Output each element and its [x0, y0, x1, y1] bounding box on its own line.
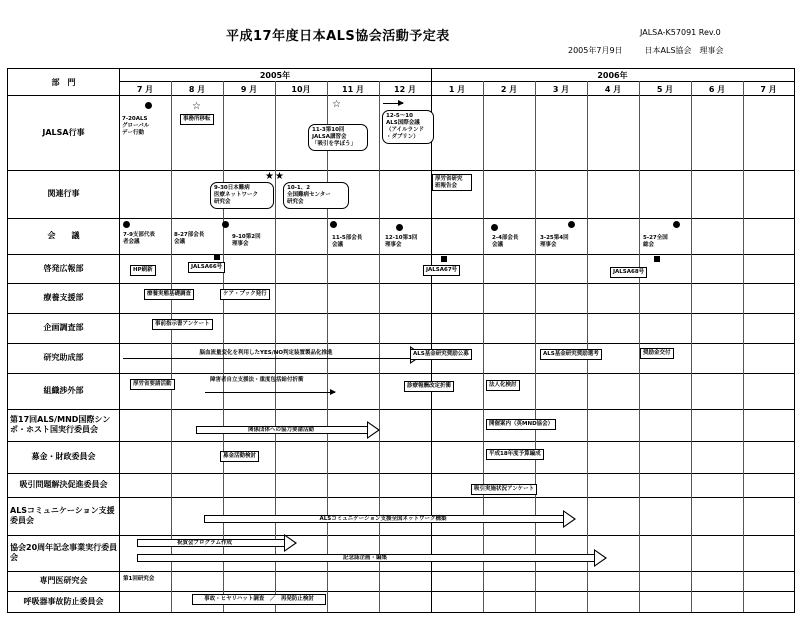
row-line: [8, 313, 794, 314]
liaison-fee-revision: 診療報酬改定折衝: [404, 381, 454, 392]
planning-advance-directive-survey: 事前指示書アンケート: [152, 319, 213, 330]
symposium-coop-request: 関係団体への協力要請活動: [247, 427, 314, 433]
event-als-global-day: 7-20ALS グローバル デー行動: [122, 116, 150, 136]
month-header: 2 月: [500, 85, 518, 94]
research-yesno-device: 脳血流量変化を利用したYES/NO判定装置製品化推進: [199, 350, 333, 356]
suction-status-survey: 吸引実施状況アンケート: [471, 484, 537, 495]
label-divider: [119, 69, 120, 612]
communication-network-build: ALSコミュニケーション支援全国ネットワーク構築: [319, 516, 447, 522]
month-divider: [587, 81, 588, 612]
month-divider: [379, 81, 380, 612]
row-line: [8, 373, 794, 374]
row-line: [8, 497, 794, 498]
row-line: [8, 473, 794, 474]
row-line: [8, 95, 794, 96]
event-jalsa-seminar: 11-3第10回 JALSA講習会 「吸引を学ぼう」: [308, 124, 368, 151]
meeting-marker-dot: [330, 221, 337, 228]
month-header: 11 月: [342, 85, 364, 94]
month-divider: [743, 81, 744, 612]
liaison-incorporation: 法人化検討: [486, 380, 520, 391]
row-line: [8, 535, 794, 536]
research-fund-call: ALS基金研究奨励公募: [410, 349, 472, 360]
meeting-marker-dot: [568, 221, 575, 228]
row-line: [8, 170, 794, 171]
row-label-jalsa-events: JALSA行事: [42, 127, 85, 137]
month-header: 6 月: [708, 85, 726, 94]
row-label-pr-dept: 啓発広報部: [43, 263, 84, 273]
row-label-planning-dept: 企画調査部: [43, 323, 84, 332]
liaison-mhlw-petition: 厚労省要請活動: [130, 379, 175, 390]
issue-marker: [654, 256, 660, 262]
research-grant-award: 奨励金交付: [640, 348, 674, 359]
month-divider: [691, 81, 692, 612]
communication-network-arrow: [204, 512, 576, 526]
star-icon: ☆: [332, 99, 341, 110]
row-label-liaison-dept: 組織渉外部: [43, 386, 84, 395]
month-divider: [535, 81, 536, 612]
issue-marker: [214, 254, 220, 260]
row-line: [8, 343, 794, 344]
document-id: JALSA-K57091 Rev.0: [640, 28, 721, 37]
issuing-org: 日本ALS協会 理事会: [644, 46, 724, 55]
liaison-disability-arrow: [205, 392, 335, 393]
event-office-move: 事務所移転: [180, 114, 214, 125]
row-line: [8, 409, 794, 410]
meeting-marker-dot: [222, 221, 229, 228]
month-header: 10月: [291, 85, 311, 94]
meeting-section-heads-nov: 11-5部会長 会議: [332, 235, 363, 248]
meeting-marker-dot: [673, 221, 680, 228]
row-line: [8, 283, 794, 284]
research-yesno-device-arrow: [123, 348, 423, 362]
row-label-research-dept: 研究助成部: [43, 353, 84, 362]
event-intractable-center-meeting: 10-1、2 全国難病センター 研究会: [283, 182, 349, 209]
meeting-marker-dot: [396, 224, 403, 231]
pr-hp-renewal: HP刷新: [130, 265, 156, 276]
anniversary-book-edit: 記念誌企画・編集: [342, 555, 387, 561]
row-label-communication-committee: ALSコミュニケーション支援委員会: [10, 506, 115, 525]
row-label-specialist-study: 専門医研究会: [39, 576, 88, 585]
event-mhlw-report: 厚労省研究 班報告会: [432, 174, 472, 191]
care-basic-survey: 療養実態基礎調査: [144, 289, 194, 300]
row-label-fund-committee: 募金・財政委員会: [31, 452, 96, 461]
row-label-suction-committee: 吸引問題解決促進委員会: [19, 480, 108, 489]
meeting-board-3: 12-10第3回 理事会: [385, 235, 418, 248]
ventilator-accident-survey: 事故・ヒヤリハット調査 ／ 再発防止検討: [192, 594, 326, 605]
issue-marker: [441, 256, 447, 262]
date-line: [568, 45, 746, 56]
fund-plan-review: 募金活動検討: [220, 451, 259, 462]
month-divider: [171, 81, 172, 612]
meeting-board-2: 9-10第2回 理事会: [232, 234, 261, 247]
row-label-anniversary-committee: 協会20周年記念事業実行委員会: [10, 543, 118, 562]
month-divider: [327, 81, 328, 612]
month-header: 4 月: [604, 85, 622, 94]
row-label-meetings: 会 議: [47, 231, 80, 240]
meeting-general-assembly: 5-27全国 総会: [643, 235, 668, 248]
month-header: 5 月: [656, 85, 674, 94]
symposium-coop-arrow: [196, 423, 380, 437]
row-label-care-dept: 療養支援部: [43, 293, 84, 302]
year-2006-header: 2006年: [597, 71, 628, 80]
month-header: 7 月: [136, 85, 154, 94]
star-icon: ★: [265, 171, 274, 182]
symposium-guide-mnd: 開催案内（英MND協会）: [486, 419, 556, 430]
pr-jalsa-67: JALSA67号: [423, 265, 460, 276]
month-header: 12 月: [394, 85, 416, 94]
meeting-section-heads-feb: 2-4部会長 会議: [492, 235, 519, 248]
month-header: 8 月: [188, 85, 206, 94]
month-header: 9 月: [240, 85, 258, 94]
row-line: [8, 591, 794, 592]
schedule-table: [7, 68, 795, 613]
fund-budget-2006: 平成18年度予算編成: [486, 449, 544, 460]
dept-header: 部 門: [51, 78, 76, 87]
dublin-conference-arrow: [383, 103, 403, 104]
specialist-first-meeting: 第1回研究会: [123, 576, 155, 582]
month-header: 3 月: [552, 85, 570, 94]
year-2005-header: 2005年: [259, 71, 291, 80]
month-divider: [483, 81, 484, 612]
month-header: 1 月: [448, 85, 466, 94]
row-line: [8, 441, 794, 442]
anniversary-book-arrow: [137, 551, 607, 565]
meeting-section-heads-aug: 8-27部会長 会議: [174, 232, 205, 245]
meeting-marker-dot: [123, 221, 130, 228]
issue-date: 2005年7月9日: [568, 46, 623, 55]
month-divider: [223, 81, 224, 612]
pr-jalsa-66: JALSA66号: [188, 262, 225, 273]
pr-jalsa-68: JALSA68号: [610, 267, 647, 278]
meeting-board-4: 3-25第4回 理事会: [540, 235, 569, 248]
month-divider: [639, 81, 640, 612]
star-icon: ☆: [192, 101, 201, 112]
month-header: 7 月: [760, 85, 777, 94]
meeting-marker-dot: [491, 224, 498, 231]
event-als-international-conference: 12-5～10 ALS国際会議 （アイルランド ・ダブリン）: [382, 110, 434, 144]
liaison-disability-act: 障害者自立支援法・重度包括給付折衝: [210, 377, 304, 383]
row-label-related-events: 関連行事: [47, 189, 80, 198]
care-book-publish: ケア・ブック発行: [220, 289, 270, 300]
month-divider: [275, 81, 276, 612]
star-icon: ★: [275, 171, 284, 182]
row-line: [8, 254, 794, 255]
research-fund-selection: ALS基金研究奨励選考: [540, 349, 602, 360]
event-intractable-network-meeting: 9-30日本難病 医療ネットワーク 研究会: [210, 182, 274, 209]
meeting-branch-reps: 7-9支部代表 者会議: [123, 232, 155, 245]
year-divider: [119, 81, 794, 82]
anniversary-party-program: 祝賀会プログラム作成: [177, 540, 232, 546]
anniversary-party-arrow: [137, 536, 297, 550]
row-line: [8, 218, 794, 219]
row-label-ventilator-committee: 呼吸器事故防止委員会: [23, 596, 104, 606]
row-label-symposium-committee: 第17回ALS/MND国際シンポ・ホスト国実行委員会: [10, 415, 111, 434]
year-boundary: [431, 69, 432, 612]
event-marker-dot: [145, 102, 152, 109]
row-line: [8, 571, 794, 572]
page-title: 平成17年度日本ALS協会活動予定表: [226, 29, 450, 44]
